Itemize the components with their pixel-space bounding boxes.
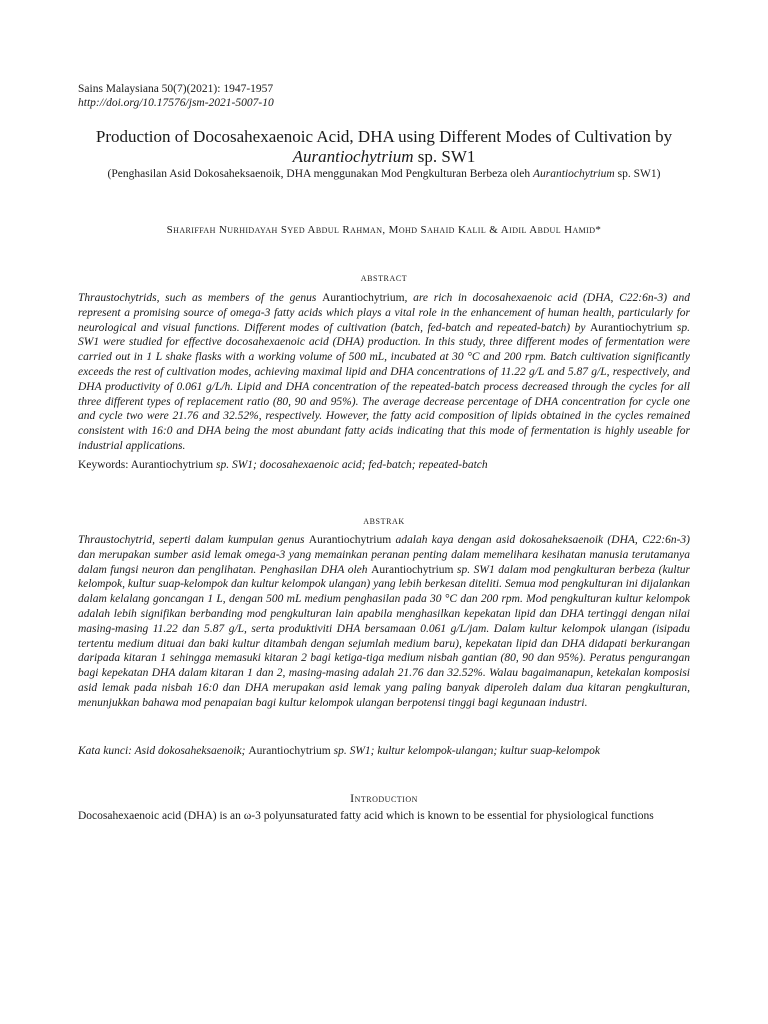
title-line-1: Production of Docosahexaenoic Acid, DHA using Different Modes of Cultivation by bbox=[95, 127, 673, 146]
keywords-species: Aurantiochytrium bbox=[130, 459, 214, 471]
abstract-part-1: Thraustochytrids, such as members of the genus bbox=[78, 292, 323, 304]
subtitle-text: (Penghasilan Asid Dokosaheksaenoik, DHA menggunakan Mod Pengkulturan Berbeza oleh bbox=[107, 168, 533, 180]
introduction-heading: Introduction bbox=[350, 791, 418, 805]
doi-link[interactable]: http://doi.org/10.17576/jsm-2021-5007-10 bbox=[78, 97, 274, 109]
abstract-part-3: sp. SW1 were studied for effective docosahexaenoic acid (DHA) production. In this study, three different modes of fermentation were carried out in 1 L shake flasks with a working volume of 500 mL, incubated at 30 °C and 200 rpm. Batch cultivation significantly exceeds the rest of cultivation modes, achieving maximal lipid and DHA concentrations of 11.22 g/L and 5.87 g/L, respectively, and DHA productivity of 0.061 g/L/h. Lipid and DHA concentration of the repeated-batch process decreased through the cycles for all three different types of replacement ratio (80, 90 and 95%). The average decrease percentage of DHA concentration for cycle one and cycle two were 21.76 and 32.52%, respectively. However, the fatty acid composition of lipids obtained in the cycles remained consistent with 16:0 and DHA being the most abundant fatty acids indicating that this mode of fermentation is highly useable for industrial applications. bbox=[78, 321, 690, 452]
abstrak-species-2: Aurantiochytrium bbox=[371, 563, 454, 576]
journal-header bbox=[78, 82, 274, 110]
introduction-text: Docosahexaenoic acid (DHA) is an ω-3 polyunsaturated fatty acid which is known to be essential for physiological functions bbox=[78, 810, 654, 822]
abstrak-species-1: Aurantiochytrium bbox=[308, 534, 392, 546]
abstract-text bbox=[78, 291, 690, 454]
abstract-part-2: , are rich in docosahexaenoic acid (DHA, C22:6n-3) and represent a promising source of omega-3 fatty acids which plays a vital role in the enhancement of human health, particularly for neurological and visual functions. Different modes of cultivation (batch, fed-batch and repeated-batch) by bbox=[78, 292, 690, 334]
title-line-2 bbox=[60, 147, 708, 167]
kata-kunci-species: Aurantiochytrium bbox=[248, 745, 331, 757]
keywords-label: Keywords: bbox=[78, 459, 131, 471]
abstrak-heading: abstrak bbox=[363, 515, 405, 527]
abstrak-part-1: Thraustochytrid, seperti dalam kumpulan genus bbox=[78, 534, 309, 546]
abstract-species-1: Aurantiochytrium bbox=[322, 292, 405, 304]
kata-kunci-list: sp. SW1; kultur kelompok-ulangan; kultur suap-kelompok bbox=[330, 745, 600, 757]
paper-title bbox=[60, 127, 708, 167]
author-list: Shariffah Nurhidayah Syed Abdul Rahman, Mohd Sahaid Kalil & Aidil Abdul Hamid* bbox=[166, 224, 602, 236]
abstrak-part-2: adalah kaya dengan asid dokosaheksaenoik (DHA, C22:6n-3) dan merupakan sumber asid lemak omega-3 yang memainkan peranan penting dalam memelihara kesihatan manusia terutamanya dalam fungsi neuron dan penglihatan. Penghasilan DHA oleh bbox=[78, 534, 690, 576]
subtitle-species: Aurantiochytrium bbox=[532, 168, 615, 180]
abstract-keywords bbox=[78, 458, 690, 473]
title-suffix: sp. SW1 bbox=[413, 147, 476, 166]
abstract-heading: abstract bbox=[360, 272, 408, 284]
abstrak-keywords bbox=[78, 744, 690, 759]
abstrak-text bbox=[78, 533, 690, 711]
keywords-list: sp. SW1; docosahexaenoic acid; fed-batch; repeated-batch bbox=[213, 459, 488, 471]
paper-subtitle bbox=[80, 167, 688, 182]
kata-kunci-label: Kata kunci: Asid dokosaheksaenoik; bbox=[78, 745, 249, 757]
journal-citation: Sains Malaysiana 50(7)(2021): 1947-1957 bbox=[78, 83, 274, 95]
title-species: Aurantiochytrium bbox=[292, 147, 414, 166]
abstract-species-2: Aurantiochytrium bbox=[589, 321, 673, 334]
abstrak-part-3: sp. SW1 dalam mod pengkulturan berbeza (kultur kelompok, kultur suap-kelompok dan kultur kelompok ulangan) yang lebih berkesan diteliti. Semua mod pengkulturan ini dijalankan dalam kelalang goncangan 1 L, dengan 500 mL medium penghasilan pada 30 °C dan 200 rpm. Mod pengkulturan kultur kelompok adalah lebih signifikan berbanding mod pengkulturan lain apabila menghasilkan kepekatan lipid dan DHA tertinggi dengan nilai masing-masing 11.22 dan 5.87 g/L, serta produktiviti DHA bersamaan 0.061 g/L/jam. Dalam kultur kelompok ulangan (isipadu tertentu medium dituai dan baki kultur ditambah dengan sejumlah medium baru), kepekatan lipid dan DHA didapati berkurangan daripada kitaran 1 sehingga memasuki kitaran 2 bagi ketiga-tiga medium nisbah gantian (80, 90 dan 95%). Peratus pengurangan bagi kepekatan DHA dalam kitaran 1 dan 2, masing-masing adalah 21.76 dan 32.52%. Walau bagaimanapun, ketekalan komposisi asid lemak pada nisbah 16:0 dan DHA merupakan asid lemak yang paling banyak diperoleh dalam dua kitaran pengkulturan, menunjukkan bahawa mod penapaian bagi kultur kelompok ulangan berpotensi tinggi bagi kegunaan industri. bbox=[78, 563, 690, 709]
subtitle-suffix: sp. SW1) bbox=[614, 168, 661, 180]
